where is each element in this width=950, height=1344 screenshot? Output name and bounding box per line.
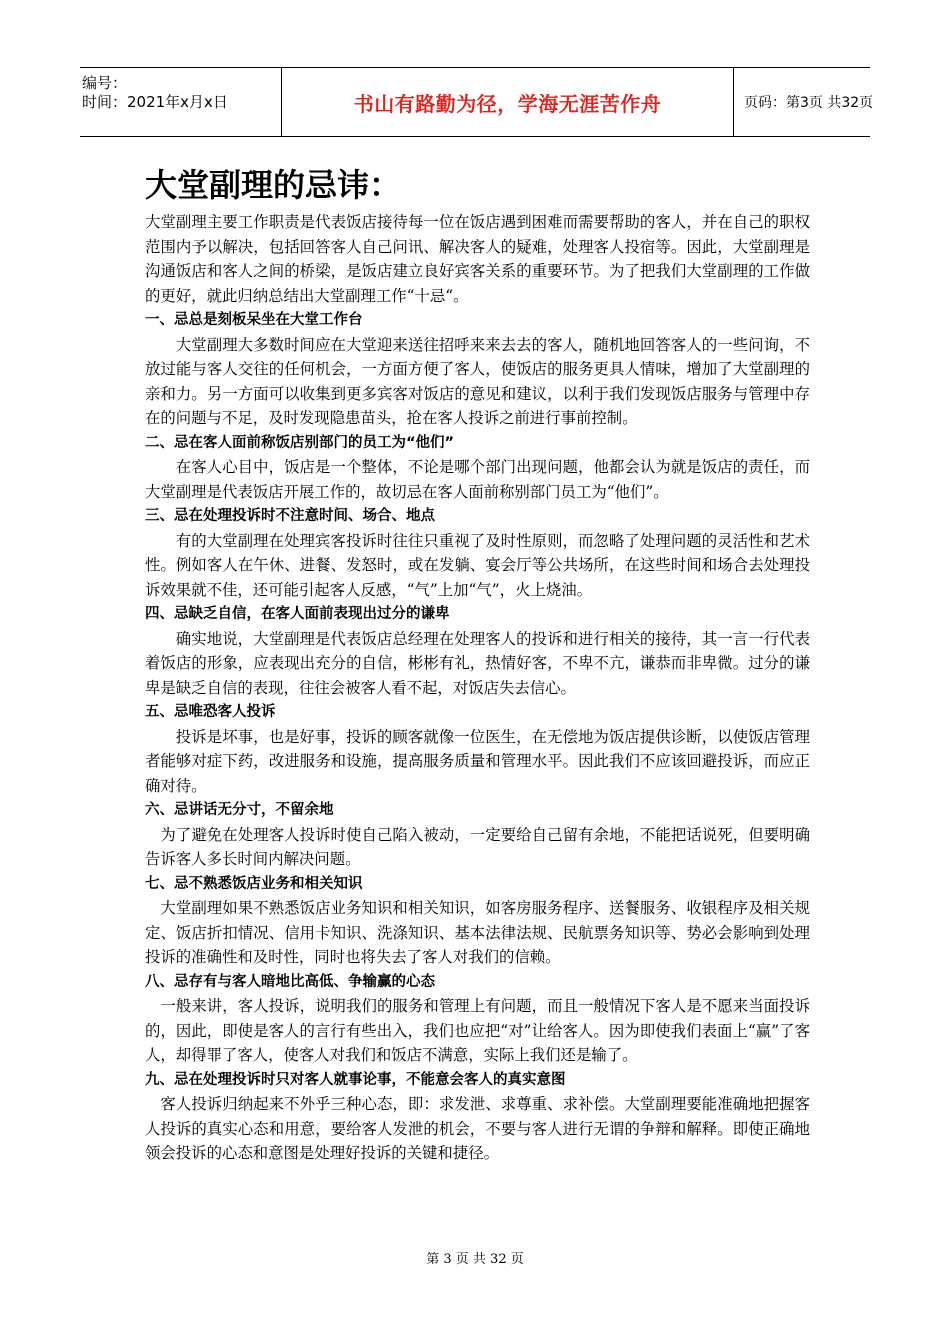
section-heading-5: 五、忌唯恐客人投诉 (145, 704, 276, 720)
header-motto: 书山有路勤为径，学海无涯苦作舟 (282, 68, 734, 136)
header-meta (80, 68, 282, 136)
section-body-9: 客人投诉归纳起来不外乎三种心态，即：求发泄、求尊重、求补偿。大堂副理要能准确地把握客人投诉的真实心态和用意，要给客人发泄的机会，不要与客人进行无谓的争辩和解释。即使正确地领会投诉的心态和意图是处理好投诉的关键和捷径。 (145, 1095, 810, 1162)
page-title: 大堂副理的忌讳： (145, 166, 402, 204)
section-body-8: 一般来讲，客人投诉，说明我们的服务和管理上有问题，而且一般情况下客人是不愿来当面投诉的，因此，即使是客人的言行有些出入，我们也应把“对”让给客人。因为即使我们表面上“赢”了客人，却得罪了客人，使客人对我们和饭店不满意，实际上我们还是输了。 (145, 997, 810, 1064)
section-heading-3: 三、忌在处理投诉时不注意时间、场合、地点 (145, 508, 435, 524)
section-heading-4: 四、忌缺乏自信，在客人面前表现出过分的谦卑 (145, 606, 450, 622)
document-body (145, 160, 810, 1166)
page-footer: 第 3 页 共 32 页 (426, 1252, 524, 1267)
page-header (80, 67, 874, 137)
section-heading-8: 八、忌存有与客人暗地比高低、争输赢的心态 (145, 973, 435, 990)
section-body-3: 有的大堂副理在处理宾客投诉时往往只重视了及时性原则，而忽略了处理问题的灵活性和艺术性。例如客人在午休、进餐、发怒时，或在发躺、宴会厅等公共场所，在这些时间和场合去处理投诉效果就不佳，还可能引起客人反感，“气”上加“气”，火上烧油。 (145, 531, 810, 599)
section-heading-7: 七、忌不熟悉饭店业务和相关知识 (145, 875, 363, 892)
section-body-7: 大堂副理如果不熟悉饭店业务知识和相关知识，如客房服务程序、送餐服务、收银程序及相关规定、饭店折扣情况、信用卡知识、洗涤知识、基本法律法规、民航票务知识等、势必会影响到处理投诉的准确性和及时性，同时也将失去了客人对我们的信赖。 (145, 899, 810, 966)
section-body-4: 确实地说，大堂副理是代表饭店总经理在处理客人的投诉和进行相关的接待，其一言一行代表着饭店的形象，应表现出充分的自信，彬彬有礼，热情好客，不卑不亢，谦恭而非卑微。过分的谦卑是缺乏自信的表现，往往会被客人看不起，对饭店失去信心。 (145, 629, 810, 697)
intro-paragraph: 大堂副理主要工作职责是代表饭店接待每一位在饭店遇到困难而需要帮助的客人，并在自己的职权范围内予以解决，包括回答客人自己问讯、解决客人的疑难，处理客人投宿等。因此，大堂副理是沟通饭店和客人之间的桥梁，是饭店建立良好宾客关系的重要环节。为了把我们大堂副理的工作做的更好，就此归纳总结出大堂副理工作“十忌“。 (145, 213, 810, 305)
section-body-1: 大堂副理大多数时间应在大堂迎来送往招呼来来去去的客人，随机地回答客人的一些问询，不放过能与客人交往的任何机会，一方面方便了客人，使饭店的服务更具人情味，增加了大堂副理的亲和力。另一方面可以收集到更多宾客对饭店的意见和建议，以利于我们发现饭店服务与管理中存在的问题与不足，及时发现隐患苗头，抢在客人投诉之前进行事前控制。 (145, 335, 810, 427)
section-heading-9: 九、忌在处理投诉时只对客人就事论事，不能意会客人的真实意图 (145, 1071, 566, 1088)
header-page-info: 页码：第3页 共32页 (744, 95, 874, 111)
section-body-2: 在客人心目中，饭店是一个整体，不论是哪个部门出现问题，他都会认为就是饭店的责任，而大堂副理是代表饭店开展工作的，故切忌在客人面前称别部门员工为“他们”。 (145, 458, 810, 501)
time-label: 时间：2021年x月x日 (82, 93, 228, 111)
section-heading-2: 二、忌在客人面前称饭店别部门的员工为“他们” (145, 434, 455, 451)
number-label: 编号： (82, 74, 128, 92)
section-body-5: 投诉是坏事，也是好事，投诉的顾客就像一位医生，在无偿地为饭店提供诊断，以使饭店管理者能够对症下药，改进服务和设施，提高服务质量和管理水平。因此我们不应该回避投诉，而应正确对待。 (145, 727, 810, 795)
section-body-6: 为了避免在处理客人投诉时使自己陷入被动，一定要给自己留有余地，不能把话说死，但要明确告诉客人多长时间内解决问题。 (145, 825, 810, 868)
section-heading-1: 一、忌总是刻板呆坐在大堂工作台 (145, 312, 363, 328)
section-heading-6: 六、忌讲话无分寸，不留余地 (145, 802, 334, 818)
